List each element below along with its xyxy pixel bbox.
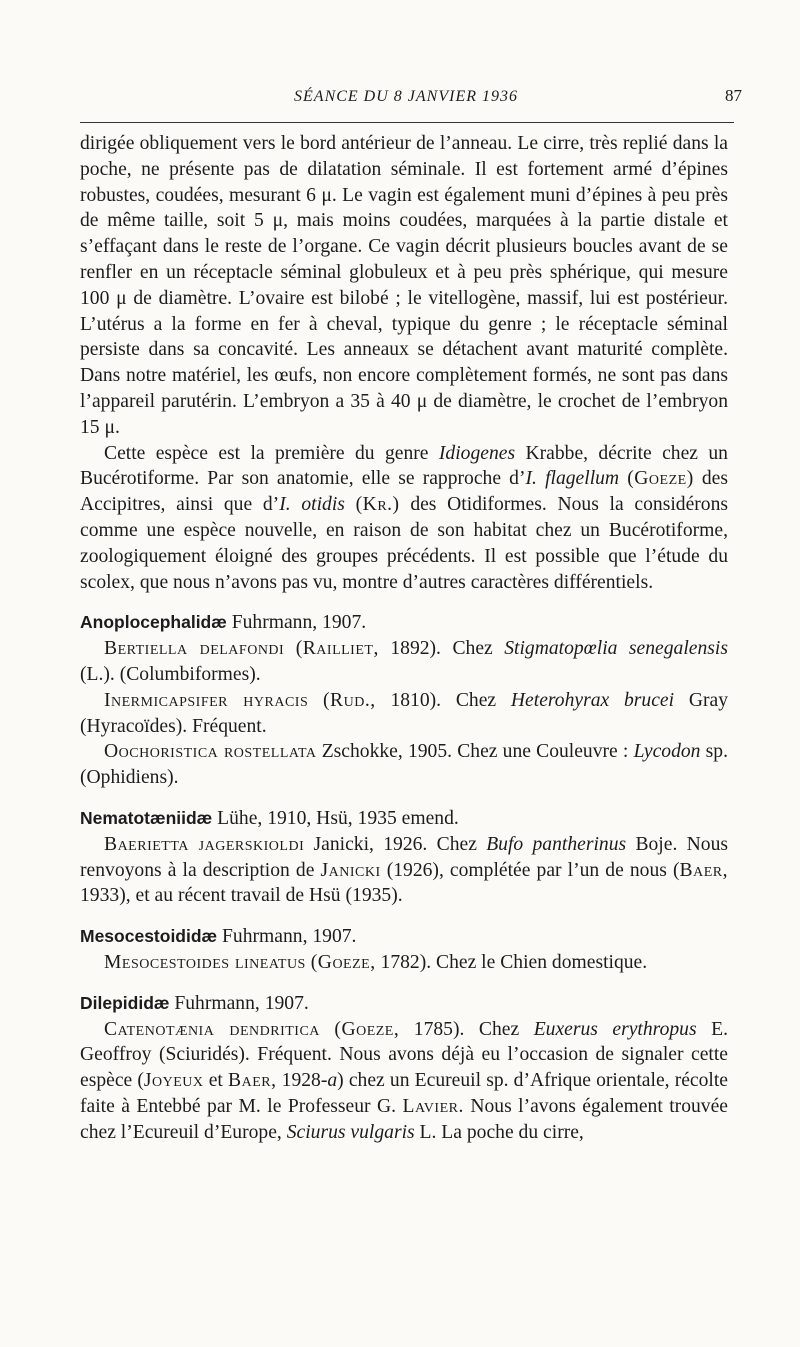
species-entry: Inermicapsifer hyracis (Rud., 1810). Chez Heterohyrax brucei Gray (Hyracoïdes). Fréquent. xyxy=(80,689,729,737)
species-entry: Oochoristica rostellata Zschokke, 1905. Chez une Couleuvre : Lycodon sp. (Ophidiens). xyxy=(80,741,728,789)
header-rule xyxy=(80,122,734,123)
species-name: I. otidis xyxy=(279,494,345,516)
species-entry: Catenotænia dendritica (Goeze, 1785). Chez Euxerus erythropus E. Geoffroy (Sciuridés). Fréquent. Nous avons déjà eu l’occasion de signaler cette espèce (Joyeux et Baer, 1928-a) chez un Ecureuil sp. d’Afrique orientale, récolte faite à Entebbé par M. le Professeur G. Lavier. Nous l’avons également trouvée chez l’Ecureuil d’Europe, Sciurus vulgaris L. La poche du cirre, xyxy=(80,1018,728,1143)
species-entry: Baerietta jagerskioldi Janicki, 1926. Chez Bufo pantherinus Boje. Nous renvoyons à la description de Janicki (1926), complétée par l’un de nous (Baer, 1933), et au récent travail de Hsü (1935). xyxy=(80,833,729,907)
body-text xyxy=(80,131,728,1145)
paragraph-2: Cette espèce est la première du genre Idiogenes Krabbe, décrite chez un Bucérotiforme. Par son anatomie, elle se rapproche d’I. flagellum (Goeze) des Accipitres, ainsi que d’I. otidis (Kr.) des Otidiformes. Nous la considérons comme une espèce nouvelle, en raison de son habitat chez un Bucérotiforme, zoologiquement éloigné des groupes précédents. Il est possible que l’étude du scolex, que nous n’avons pas vu, montre d’autres caractères différentiels. xyxy=(80,442,729,593)
family-heading: Nematotæniidæ Lühe, 1910, Hsü, 1935 emend. xyxy=(80,807,459,829)
species-entry: Bertiella delafondi (Railliet, 1892). Chez Stigmatopœlia senegalensis (L.). (Columbiformes). xyxy=(80,638,728,685)
family-heading: Mesocestoididæ Fuhrmann, 1907. xyxy=(80,926,357,948)
page-number: 87 xyxy=(725,86,742,105)
paragraph-1: dirigée obliquement vers le bord antérieur de l’anneau. Le cirre, très replié dans la poche, ne présente pas de dilatation séminale. Il est fortement armé d’épines robustes, coudées, mesurant 6 μ. Le vagin est également muni d’épines à peu près de même taille, soit 5 μ, mais moins coudées, marquées à la partie distale et s’effaçant dans le reste de l’organe. Ce vagin décrit plusieurs boucles avant de se renfler en un réceptacle séminal globuleux et à peu près sphérique, qui mesure 100 μ de diamètre. L’ovaire est bilobé ; le vitellogène, massif, lui est postérieur. L’utérus a la forme en fer à cheval, typique du genre ; le réceptacle séminal persiste dans sa concavité. Les anneaux se détachent avant maturité complète. Dans notre matériel, les œufs, non encore complètement formés, ne sont pas dans l’appareil parutérin. L’embryon a 35 à 40 μ de diamètre, le crochet de l’embryon 15 μ. xyxy=(80,133,728,438)
species-entry: Mesocestoides lineatus (Goeze, 1782). Chez le Chien domestique. xyxy=(104,951,648,973)
species-name: I. flagellum xyxy=(525,468,620,490)
family-heading: Anoplocephalidæ Fuhrmann, 1907. xyxy=(80,612,367,634)
running-head: SÉANCE DU 8 JANVIER 1936 xyxy=(294,88,518,105)
genus-name: Idiogenes xyxy=(438,442,516,464)
page-header xyxy=(80,86,742,118)
family-heading: Dilepididæ Fuhrmann, 1907. xyxy=(80,992,309,1014)
